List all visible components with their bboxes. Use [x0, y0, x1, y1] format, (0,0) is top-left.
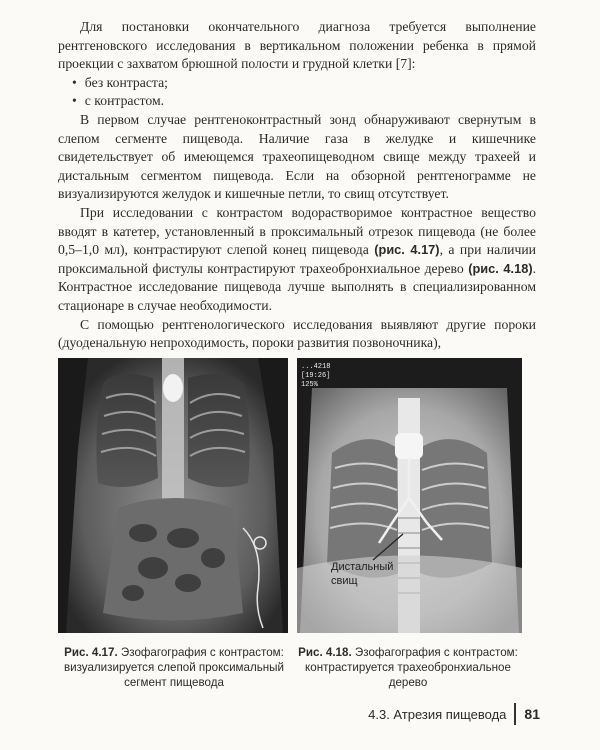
xray-image-4-17 — [58, 358, 288, 633]
xray-figure-4-17 — [58, 358, 288, 633]
paragraph-3-part-b: , а при наличии проксимальной фистулы контрастируют трахеобронхиальное дерево — [58, 242, 537, 276]
body-text — [58, 18, 536, 353]
xray-overlay-text: 125% — [301, 381, 318, 389]
page-footer — [368, 703, 540, 725]
figure-caption-text: Эзофагография с контрастом: визуализируется слепой проксимальный сегмент пищевода — [63, 646, 284, 689]
xray-overlay-text: ...4218 — [301, 363, 331, 371]
paragraph-3 — [58, 204, 536, 316]
paragraph-3-part-a: При исследовании с контрастом водорастворимое контрастное вещество вводят в катетер, установленный в проксимальный отрезок пищевода (не более 0,5–1,0 мл), контрастируют слепой конец пищевода — [58, 204, 536, 258]
figure-ref-4-17: (рис. 4.17) — [374, 242, 440, 258]
bullet-list — [58, 74, 536, 111]
paragraph-2: В первом случае рентгеноконтрастный зонд обнаруживают свернутым в слепом сегменте пищевода. Наличие газа в желудке и кишечнике свидетельствует об имеющемся трахеопищеводном свище между трахеей и дистальным сегментом пищевода. Если на обзорной рентгенограмме не визуализируются желудок и кишечные петли, то свищ отсутствует. — [58, 111, 536, 202]
figure-ref-4-18: (рис. 4.18) — [468, 260, 533, 276]
figure-caption-text: Эзофагография с контрастом: контрастируется трахеобронхиальное дерево — [305, 646, 518, 689]
figure-label: Рис. 4.17. — [64, 646, 118, 659]
footer-divider — [514, 703, 516, 725]
bullet-item: • без контраста; — [72, 74, 536, 93]
paragraph-1: Для постановки окончательного диагноза требуется выполнение рентгеновского исследования в вертикальном положении ребенка в прямой проекции с захватом брюшной полости и грудной клетки [7]: — [58, 19, 536, 72]
xray-figure-4-18 — [297, 358, 522, 633]
bullet-item: • с контрастом. — [72, 92, 536, 111]
paragraph-3-part-c: . Контрастное исследование пищевода лучше выполнять в специализированном стационаре в случае необходимости. — [58, 260, 537, 313]
xray-image-4-18 — [297, 358, 522, 633]
figure-label: Рис. 4.18. — [298, 646, 352, 659]
paragraph-4: С помощью рентгенологического исследования выявляют другие пороки (дуоденальную непроходимость, пороки развития позвоночника), — [58, 316, 536, 351]
figure-caption-4-17 — [58, 645, 290, 690]
xray-overlay-text: [19:26] — [301, 372, 331, 380]
callout-distal-fistula: свищ — [331, 575, 358, 587]
page-number: 81 — [524, 706, 540, 722]
figure-caption-4-18 — [292, 645, 524, 690]
section-title: 4.3. Атрезия пищевода — [368, 706, 507, 722]
callout-distal-fistula: Дистальный — [331, 561, 394, 573]
